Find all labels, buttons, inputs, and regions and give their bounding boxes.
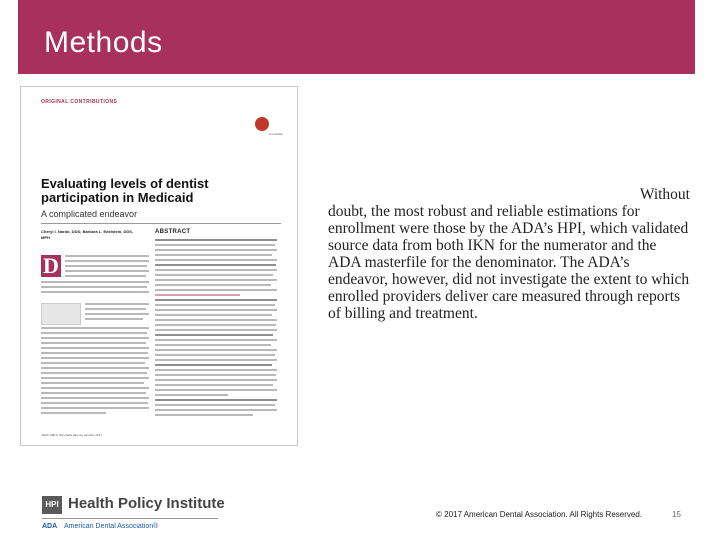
body-text-top — [65, 255, 149, 280]
quote-text — [328, 186, 690, 322]
slide-title: Methods — [44, 26, 163, 59]
copyright-text: © 2017 American Dental Association. All Rights Reserved. — [436, 510, 642, 519]
article-subtitle: A complicated endeavor — [41, 209, 138, 219]
abstract-text — [155, 239, 277, 419]
divider — [41, 223, 281, 224]
body-text-side — [85, 303, 149, 323]
body-text-bottom — [41, 327, 149, 417]
body-text-mid — [41, 281, 149, 296]
slide-header — [0, 0, 720, 74]
hpi-logo: HPI — [42, 496, 62, 514]
article-thumbnail — [20, 86, 298, 446]
crossmark-label: CrossMark — [268, 132, 283, 136]
ada-logo: ADA — [42, 523, 58, 530]
crossmark-icon — [255, 117, 269, 131]
ada-name: American Dental Association® — [64, 523, 159, 530]
article-section-label: ORIGINAL CONTRIBUTIONS — [41, 99, 118, 105]
article-title: Evaluating levels of dentist participation in Medicaid — [41, 176, 209, 205]
pull-quote-box — [41, 303, 81, 325]
dropcap: D — [41, 255, 61, 277]
abstract-heading: ABSTRACT — [155, 229, 191, 235]
article-footer: JADA 148(1) http://jada.ada.org January 2017 — [41, 433, 103, 437]
slide-footer — [0, 490, 720, 540]
quote-line-1: Without — [639, 186, 690, 203]
page-number: 15 — [672, 510, 681, 519]
hpi-name: Health Policy Institute — [68, 495, 225, 512]
article-authors: Cheryl I. Nardo, DDS; Barbara L. Edelstein, DDS, MPH — [41, 229, 134, 240]
quote-line-2: doubt, the most robust and reliable estimations for enrollment were those by the ADA’s HPI, which validated source data from both IKN for the numerator and the ADA masterfile for the denominator. The ADA’s endeavor, however, did not investigate the extent to which enrolled providers deliver care measured through reports of billing and treatment. — [328, 203, 690, 322]
divider — [42, 518, 218, 519]
